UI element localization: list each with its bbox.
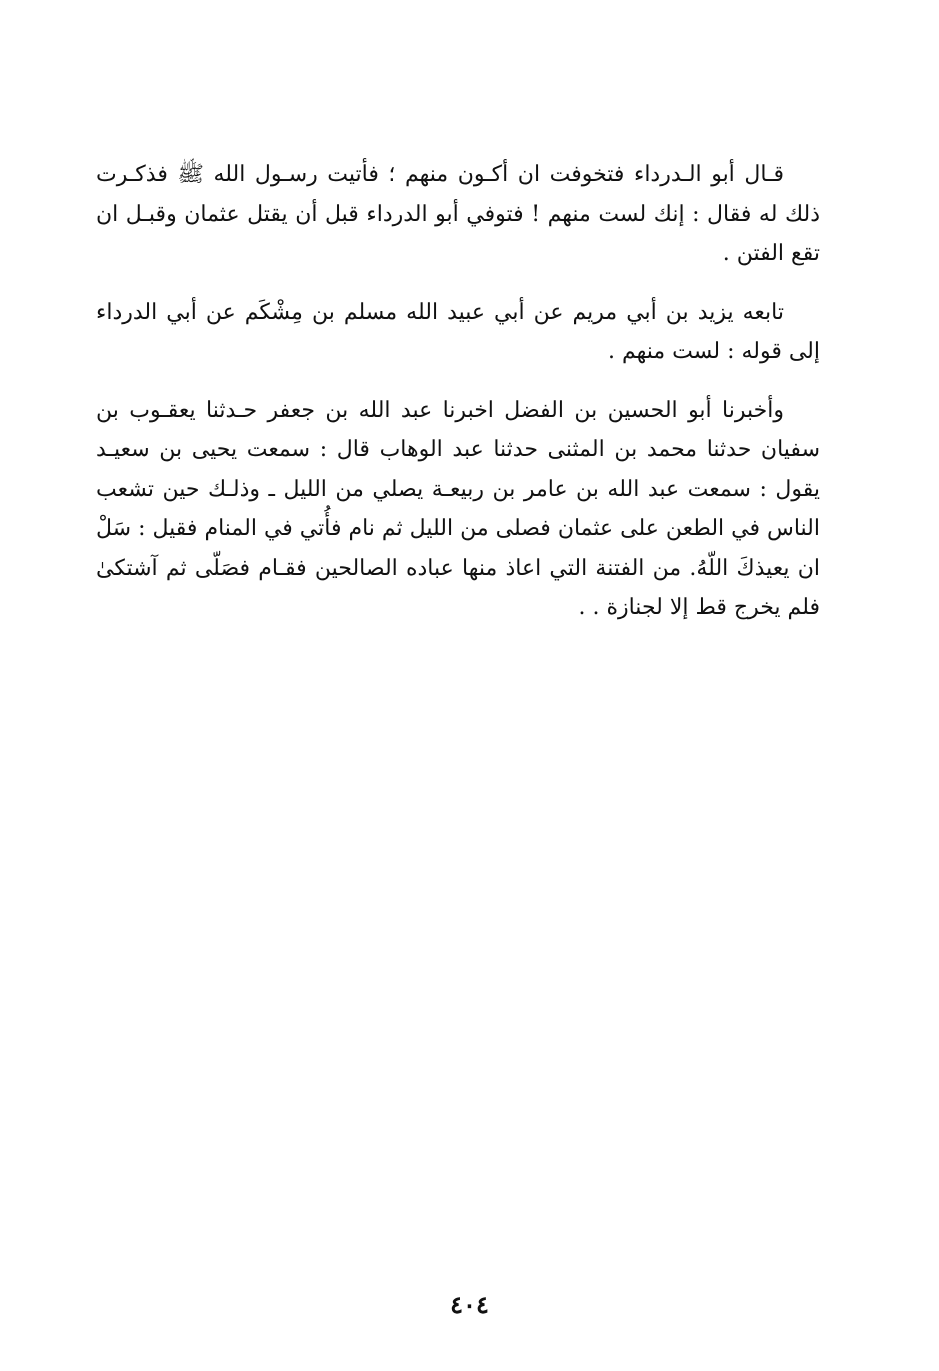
paragraph-2: تابعه يزيد بن أبي مريم عن أبي عبيد الله مسلم بن مِشْكَم عن أبي الدرداء إلى قوله : لست منهم . (96, 299, 820, 364)
paragraph-1: قـال أبو الـدرداء فتخوفت ان أكـون منهم ؛ فأتيت رسـول الله ﷺ فذكـرت ذلك له فقال : إنك لست منهم ! فتوفي أبو الدرداء قبل أن يقتل عثمان وقبـل ان تقع الفتن . (96, 162, 820, 266)
paragraph-3: وأخبرنا أبو الحسين بن الفضل اخبرنا عبد الله بن جعفر حـدثنا يعقـوب بن سفيان حدثنا محمد بن المثنى حدثنا عبد الوهاب قال : سمعت يحيى بن سعيـد يقول : سمعت عبد الله بن عامر بن ربيعـة يصلي من الليل ـ وذلـك حين تشعب الناس في الطعن على عثمان فصلى من الليل ثم نام فأُتي في المنام فقيل : سَلْ ان يعيذكَ اللّهُ. من الفتنة التي اعاذ منها عباده الصالحين فقـام فصَلّى ثم آشتكىٰ فلم يخرج قط إلا لجنازة . . (96, 397, 820, 620)
page-number: ٤٠٤ (450, 1290, 489, 1319)
body-text (96, 155, 820, 628)
